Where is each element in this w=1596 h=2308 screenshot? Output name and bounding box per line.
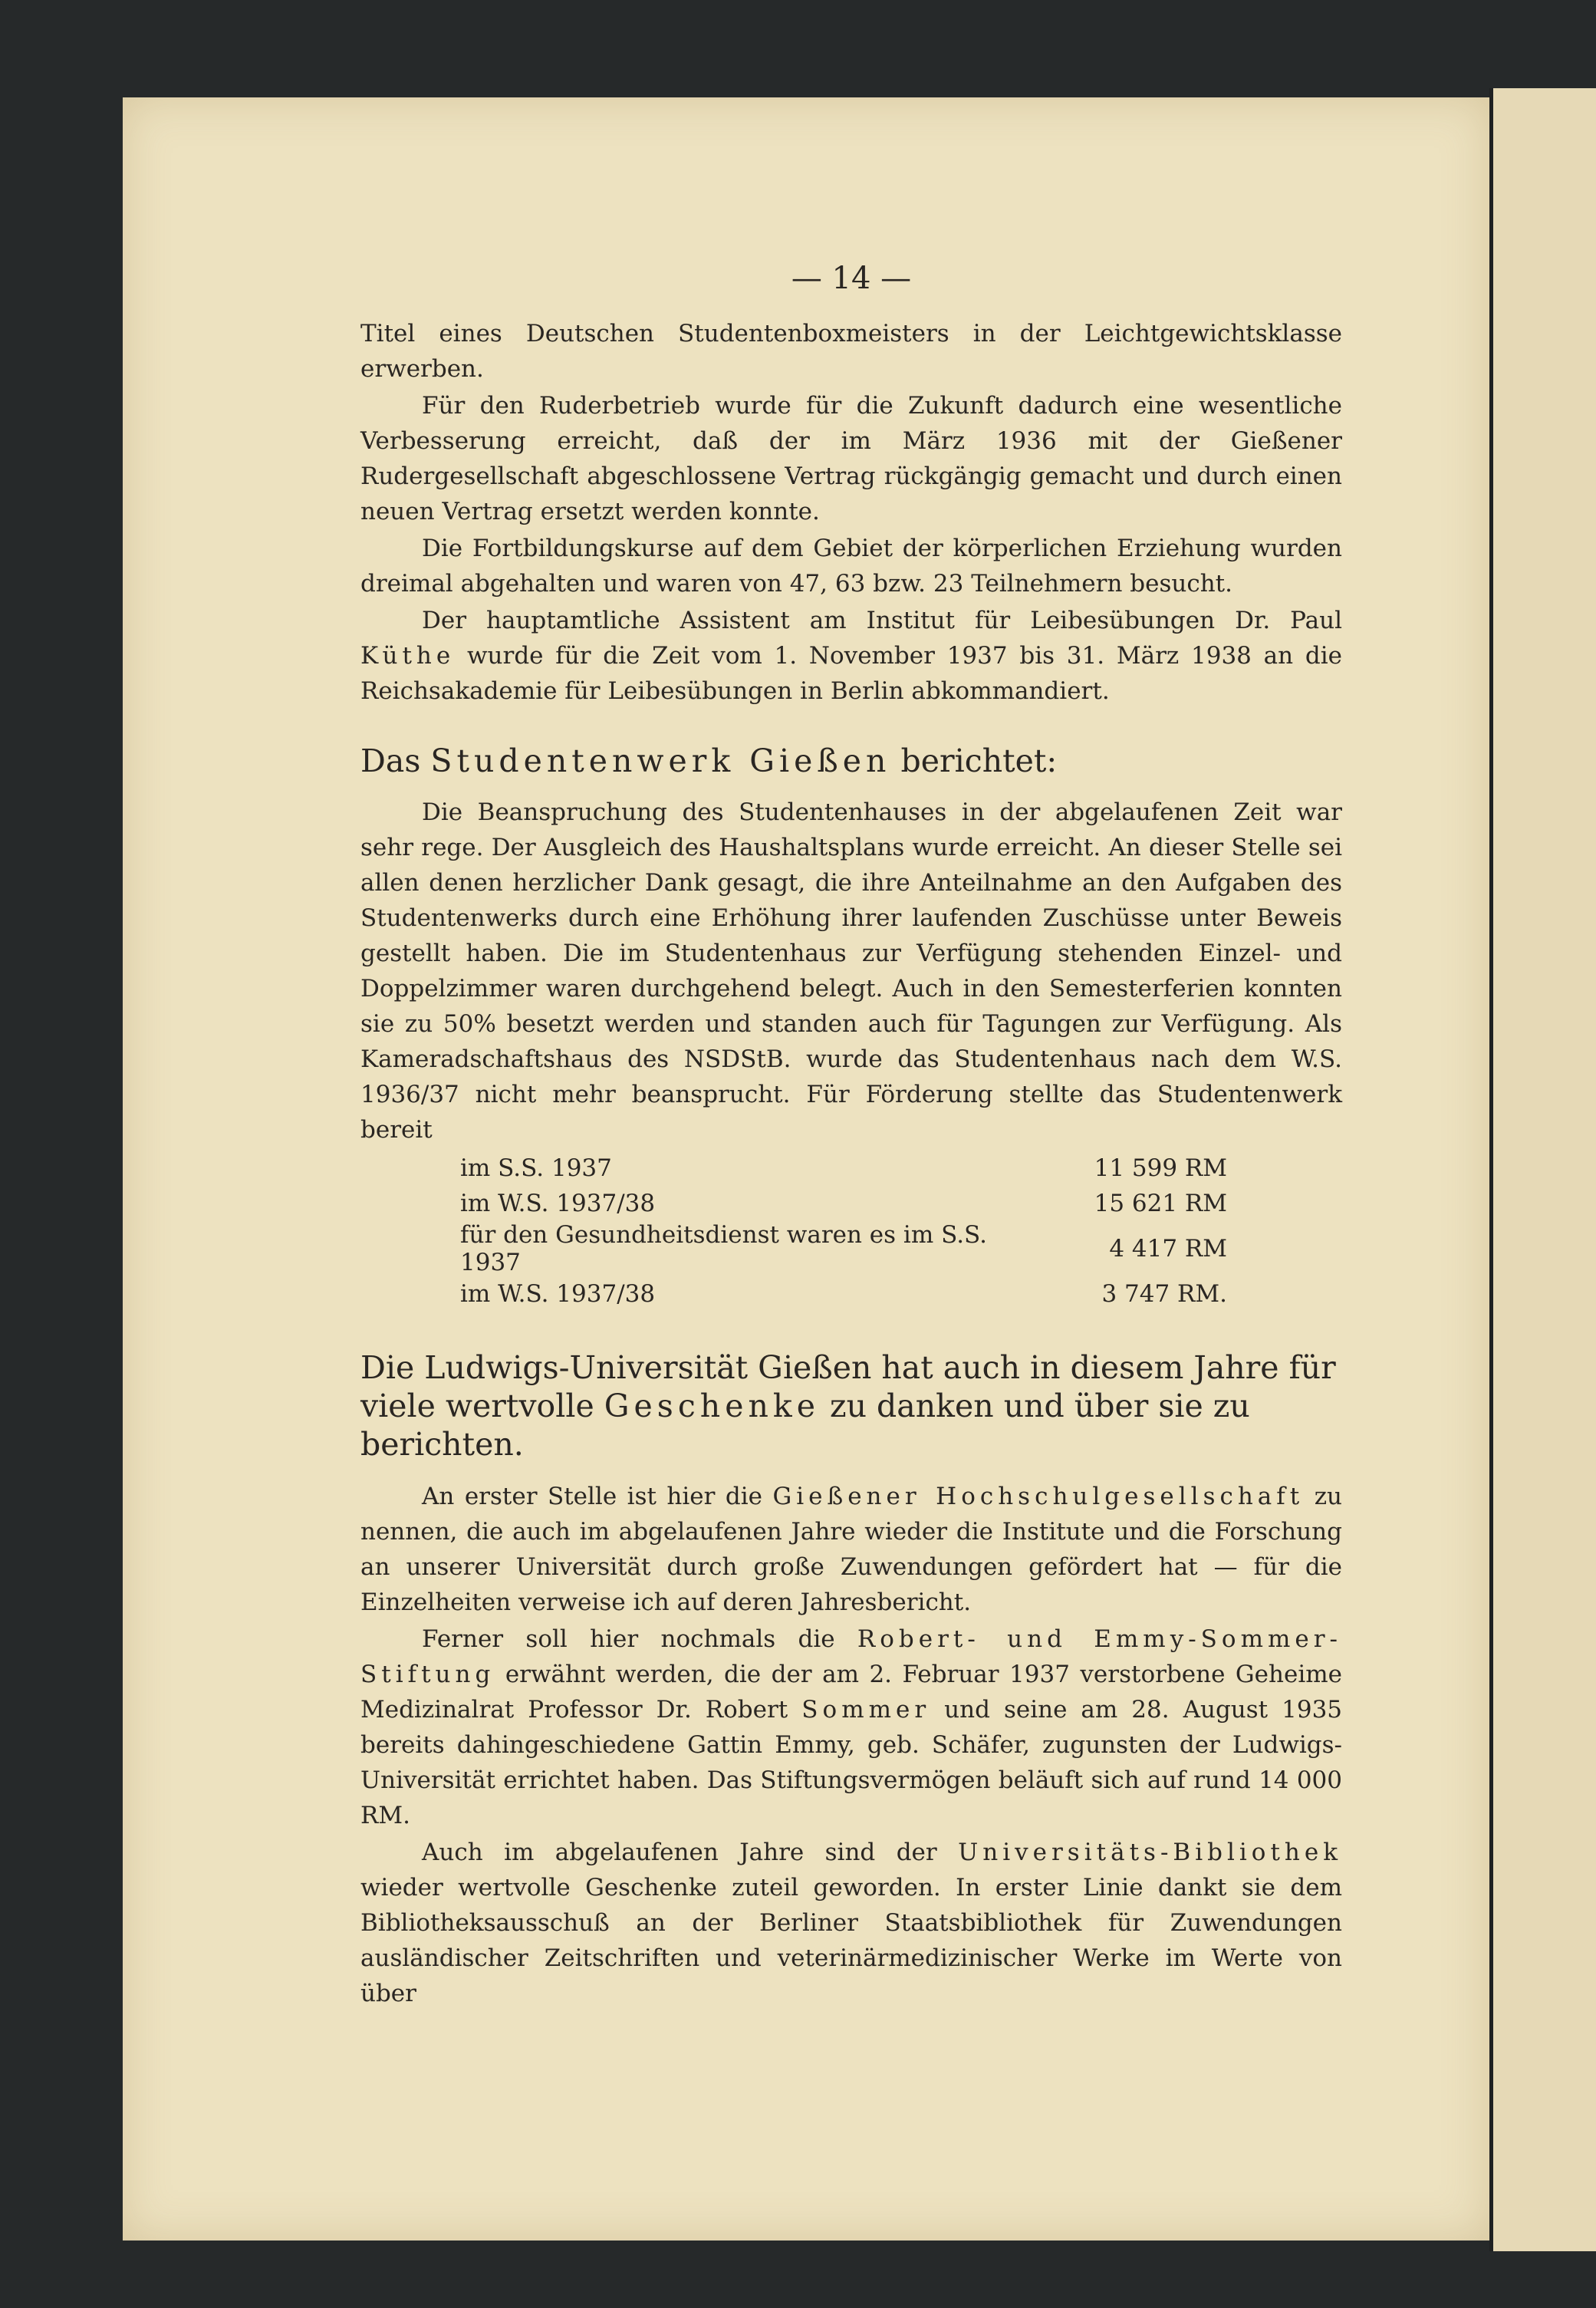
sommer-name: Sommer bbox=[801, 1696, 931, 1724]
heading-studentenwerk-pre: Das bbox=[360, 742, 421, 779]
assistant-text-after: wurde für die Zeit vom 1. November 1937 bis 31. März 1938 an die Reichsakademie für Leibesübungen in Berlin abkommandiert. bbox=[360, 642, 1342, 705]
page-number: — 14 — bbox=[791, 261, 912, 296]
paragraph-training-courses: Die Fortbildungskurse auf dem Gebiet der körperlichen Erziehung wurden dreimal abgehalten und waren von 47, 63 bzw. 23 Teilnehmern besucht. bbox=[360, 535, 1342, 598]
stiftung-text-mid: erwähnt werden, die der am 2. Februar 1937 verstorbene Geheime Medizinalrat Professor Dr. Robert bbox=[360, 1661, 1342, 1724]
funding-table bbox=[460, 1151, 1227, 1312]
funding-label: im W.S. 1937/38 bbox=[460, 1280, 656, 1308]
heading-studentenwerk-name: Studentenwerk Gießen bbox=[430, 742, 891, 779]
paragraph-studentenhaus: Die Beanspruchung des Studentenhauses in der abgelaufenen Zeit war sehr rege. Der Ausgleich des Haushaltsplans wurde erreicht. An dieser Stelle sei allen denen herzlicher Dank gesagt, die ihre Anteilnahme an den Aufgaben des Studentenwerks durch eine Erhöhung ihrer laufenden Zuschüsse unter Beweis gestellt haben. Die im Studentenhaus zur Verfügung stehenden Einzel- und Doppelzimmer waren durchgehend belegt. Auch in den Semesterferien konnten sie zu 50% besetzt werden und standen auch für Tagungen zur Verfügung. Als Kameradschaftshaus des NSDStB. wurde das Studentenhaus nach dem W.S. 1936/37 nicht mehr beansprucht. Für Förderung stellte das Studentenwerk bereit bbox=[360, 798, 1342, 1144]
assistant-text-before: Der hauptamtliche Assistent am Institut für Leibesübungen Dr. Paul bbox=[422, 607, 1342, 634]
heading-gifts-spaced: Geschenke bbox=[604, 1388, 820, 1424]
paragraph-boxing-title: Titel eines Deutschen Studentenboxmeisters in der Leichtgewichtsklasse erwerben. bbox=[360, 320, 1342, 383]
paragraph-bibliothek bbox=[360, 1835, 1342, 2011]
funding-amount: 11 599 RM bbox=[1094, 1154, 1227, 1182]
bib-text-after: wieder wertvolle Geschenke zuteil geworden. In erster Linie dankt sie dem Bibliotheksausschuß an der Berliner Staatsbibliothek für Zuwendungen ausländischer Zeitschriften und veterinärmedizinischer Werke im Werte von über bbox=[360, 1874, 1342, 2007]
funding-row bbox=[460, 1221, 1227, 1276]
funding-label: für den Gesundheitsdienst waren es im S.S. 1937 bbox=[460, 1221, 988, 1276]
funding-amount: 4 417 RM bbox=[1109, 1235, 1227, 1263]
heading-university-gifts bbox=[360, 1348, 1342, 1463]
funding-row bbox=[460, 1186, 1227, 1221]
hg-text-before: An erster Stelle ist hier die bbox=[422, 1483, 763, 1510]
paragraph-sommer-stiftung bbox=[360, 1622, 1342, 1833]
bib-name: Universitäts-Bibliothek bbox=[958, 1839, 1342, 1866]
heading-gifts-part2: zu danken und über sie zu berichten. bbox=[360, 1388, 1250, 1463]
assistant-name: Küthe bbox=[360, 642, 456, 670]
bib-text-before: Auch im abgelaufenen Jahre sind der bbox=[422, 1839, 937, 1866]
stiftung-name: Robert- und Emmy-Sommer-Stiftung bbox=[360, 1625, 1343, 1688]
paragraph-rowing: Für den Ruderbetrieb wurde für die Zukunft dadurch eine wesentliche Verbesserung erreicht, daß der im März 1936 mit der Gießener Rudergesellschaft abgeschlossene Vertrag rückgängig gemacht und durch einen neuen Vertrag ersetzt werden konnte. bbox=[360, 392, 1342, 525]
funding-amount: 3 747 RM. bbox=[1101, 1280, 1227, 1308]
funding-amount: 15 621 RM bbox=[1094, 1190, 1227, 1217]
hg-name: Gießener Hochschulgesellschaft bbox=[772, 1483, 1305, 1510]
stiftung-text-before: Ferner soll hier nochmals die bbox=[422, 1625, 835, 1653]
heading-studentenwerk-post: berichtet: bbox=[900, 742, 1058, 779]
heading-gifts-part1: Die Ludwigs-Universität Gießen hat auch in diesem Jahre für viele wertvolle bbox=[360, 1349, 1336, 1424]
funding-row bbox=[460, 1276, 1227, 1312]
stiftung-text-after: und seine am 28. August 1935 bereits dahingeschiedene Gattin Emmy, geb. Schäfer, zugunsten der Ludwigs-Universität errichtet haben. Das Stiftungsvermögen beläuft sich auf rund 14 000 RM. bbox=[360, 1696, 1343, 1829]
adjacent-page-edge bbox=[1489, 88, 1596, 2251]
hg-text-after: zu nennen, die auch im abgelaufenen Jahre wieder die Institute und die Forschung an unserer Universität durch große Zuwendungen gefördert hat — für die Einzelheiten verweise ich auf deren Jahresbericht. bbox=[360, 1483, 1342, 1616]
funding-label: im W.S. 1937/38 bbox=[460, 1190, 656, 1217]
paragraph-assistant bbox=[360, 603, 1342, 709]
heading-studentenwerk bbox=[360, 742, 1342, 779]
funding-row bbox=[460, 1151, 1227, 1186]
paragraph-hochschulgesellschaft bbox=[360, 1479, 1342, 1620]
funding-label: im S.S. 1937 bbox=[460, 1154, 612, 1182]
page-content bbox=[360, 261, 1342, 2013]
